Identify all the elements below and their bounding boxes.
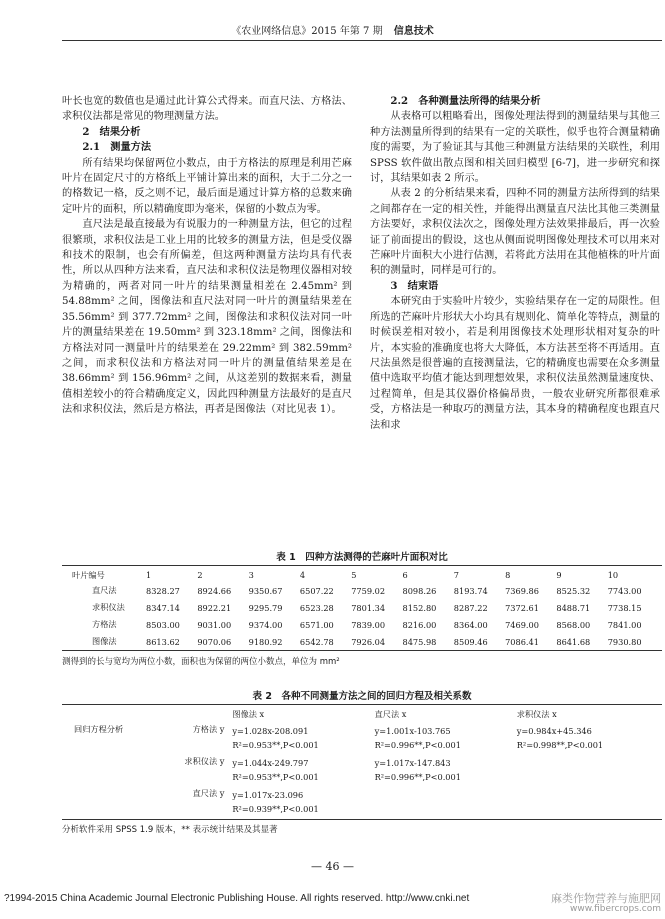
table1-row — [70, 599, 655, 616]
intro-text: 叶长也宽的数值也是通过此计算公式得来。而直尺法、方格法、求积仪法都是常见的物理测量方法。 — [62, 96, 352, 123]
table1-column-header: 4 — [299, 570, 306, 580]
table1-cell: 8503.00 — [146, 619, 180, 630]
table2-row-label: 直尺法 y — [192, 788, 225, 798]
regression-equation: y=0.984x+45.346 — [516, 726, 592, 736]
subsection-heading-2-2: 2.2 各种测量法所得的结果分析 — [390, 95, 541, 107]
table2 — [70, 707, 655, 818]
table1-row-label: 图像法 — [92, 636, 117, 646]
regression-equation: y=1.001x-103.765 — [374, 726, 451, 736]
correlation-coefficient: R²=0.998**,P<0.001 — [516, 740, 604, 750]
table1-row — [70, 616, 655, 633]
correlation-coefficient: R²=0.953**,P<0.001 — [232, 740, 319, 750]
copyright-footer: ?1994-2015 China Academic Journal Electronic Publishing House. All rights reserved. http://www.cnki.net — [4, 893, 470, 904]
table2-cell — [513, 722, 655, 754]
table1-cell: 6542.78 — [299, 636, 334, 647]
table1-bottom-rule — [62, 650, 662, 651]
table1-note: 测得到的长与宽均为两位小数，面积也为保留的两位小数点，单位为 mm² — [62, 657, 340, 667]
table1-caption: 表 1 四种方法测得的芒麻叶片面积对比 — [276, 552, 448, 563]
table1-cell: 6507.22 — [299, 585, 334, 596]
table2-corner — [70, 707, 156, 722]
table1-cell: 9295.79 — [248, 602, 283, 613]
table1-cell: 9070.06 — [197, 636, 232, 647]
table2-row-label: 方格法 y — [192, 724, 225, 734]
table1-row-label: 直尺法 — [92, 585, 117, 595]
table1-cell: 7839.00 — [351, 619, 386, 630]
table1-cell: 7372.61 — [505, 602, 539, 613]
table2-row — [70, 722, 655, 754]
table1-cell: 7930.80 — [607, 636, 642, 647]
table1-cell: 7743.00 — [607, 585, 642, 596]
table1-cell: 7759.02 — [351, 585, 386, 596]
table2-column-header: 图像法 x — [232, 709, 265, 719]
watermark — [551, 893, 661, 915]
table2-cell — [371, 722, 513, 754]
table2-row-header — [70, 754, 156, 786]
table2-row-label: 求积仪法 y — [184, 756, 225, 766]
paragraph: 从表 2 的分析结果来看，四种不同的测量方法所得到的结果之间都存在一定的相关性，并能得出测量直尺法比其他三类测量方法要好，求积仪法次之，图像处理方法效果排最后，再一次验证了前面提出的假设，这也从侧面说明图像处理技术可以用来对芒麻叶片面积大小进行估测，若将此方法用在其他植株的叶片面积的测量时，同样是可行的。 — [370, 188, 660, 277]
table2-cell — [513, 754, 655, 786]
table1-cell: 8216.00 — [402, 619, 437, 630]
table1-column-header: 6 — [402, 570, 408, 580]
paragraph: 从表格可以粗略看出，图像处理法得到的测量结果与其他三种方法测量所得到的结果有一定的关联性，似乎也符合测量精确度的需要，为了验证其与其他三种测量方法结果的关联性，利用 SPSS 软件做出散点图和相关回归模型 [6-7]，进一步研究和探讨，其结果如表 2 所示。 — [370, 111, 660, 185]
table1-column-header: 8 — [505, 570, 511, 580]
table2-row — [70, 754, 655, 786]
table2-note: 分析软件采用 SPSS 1.9 版本，** 表示统计结果及其显著 — [62, 825, 278, 835]
table1-cell: 8568.00 — [556, 619, 591, 630]
right-column — [370, 94, 660, 433]
watermark-line: www.fibercrops.com — [570, 904, 661, 914]
table2-row-header — [70, 786, 156, 818]
table1-cell: 8152.80 — [402, 602, 437, 613]
table1-row-label: 方格法 — [92, 619, 117, 629]
left-column — [62, 94, 352, 418]
header-rule — [62, 40, 662, 41]
section-heading-2: 2 结果分析 — [82, 125, 141, 138]
table1-cell: 8613.62 — [146, 636, 180, 647]
section-heading-3: 3 结束语 — [390, 279, 439, 292]
regression-equation: y=1.044x-249.797 — [232, 758, 309, 768]
table2-cell — [371, 754, 513, 786]
table1-column-header: 3 — [248, 570, 254, 580]
section-name: 信息技术 — [393, 26, 434, 37]
table2-cell — [228, 786, 370, 818]
table1-cell: 8328.27 — [146, 585, 180, 596]
table2-top-rule — [62, 704, 662, 705]
table1-cell: 8525.32 — [556, 585, 591, 596]
table1-cell: 6571.00 — [299, 619, 334, 630]
table2-cell — [371, 786, 513, 818]
correlation-coefficient: R²=0.939**,P<0.001 — [232, 804, 319, 814]
table1-cell: 8347.14 — [146, 602, 180, 613]
table1-cell: 8922.21 — [197, 602, 232, 613]
table1-cell: 8509.46 — [453, 636, 488, 647]
paragraph: 直尺法是最直接最为有说服力的一种测量方法，但它的过程很繁琐，求积仪法是工业上用的比较多的测量方法，但是受仪器和技术的限制，也会有所偏差，但这两种测量方法均具有代表性，所以从四种方法来看，直尺法和求积仪法是物理仪器相对较为精确的，两者对同一叶片的结果测量相差在 2.45mm² 到 54.88mm² 之间，图像法和直尺法对同一叶片的测量结果差在 35.56mm² 到 377.72mm² 之间，图像法和求积仪法对同一叶片的测量结果差在 19.50mm² 到 323.18mm² 之间，图像法和方格法对同一测量叶片的结果差在 29.22mm² 到 382.59mm² 之间，而求积仪法和方格法对同一叶片的测量值结果差是在 38.66mm² 到 156.96mm² 之间，从这差别的数据来看，测量值相差较小的符合精确度定义，因此四种测量方法最好的是直尺法和求积仪法，然后是方格法，再者是图像法（对比见表 1）。 — [62, 219, 352, 416]
table1-cell: 8924.66 — [197, 585, 232, 596]
table1-cell: 7841.00 — [607, 619, 642, 630]
table1-column-header: 2 — [197, 570, 203, 580]
table1-cell: 7801.34 — [351, 602, 386, 613]
table1-cell: 8475.98 — [402, 636, 437, 647]
table2-cell — [513, 786, 655, 818]
correlation-coefficient: R²=0.996**,P<0.001 — [374, 772, 461, 782]
table1-cell: 7738.15 — [607, 602, 642, 613]
table1-cell: 6523.28 — [299, 602, 334, 613]
table1-row — [70, 633, 655, 650]
table1-header-label: 叶片编号 — [72, 569, 105, 580]
table1-column-header: 7 — [453, 570, 460, 580]
table1-cell: 9180.92 — [248, 636, 283, 647]
table1-row-label: 求积仪法 — [92, 602, 125, 612]
table1-cell: 7369.86 — [505, 585, 539, 596]
regression-equation: y=1.017x-23.096 — [232, 790, 304, 800]
table2-corner2 — [156, 707, 228, 722]
table2-cell — [228, 722, 370, 754]
table2-caption: 表 2 各种不同测量方法之间的回归方程及相关系数 — [252, 691, 472, 702]
table1-cell: 8287.22 — [453, 602, 488, 613]
paragraph: 本研究由于实验叶片较少，实验结果存在一定的局限性。但所选的芒麻叶片形状大小均具有规则化、简单化等特点，测量的时候误差相对较小，若是利用图像技术处理形状相对复杂的叶片，本实验的准确度也将大大降低，本方法甚至将不再适用。直尺法虽然是很普遍的直接测量法，它的精确度也需要在众多测量值中选取平均值才能达到理想效果，求积仪法虽然测量速度快、过程简单，但是其仪器价格偏昂贵，一般农业研究所都很难承受，方格法是一种取巧的测量方法，其本身的精确程度也跟直尺法和求 — [370, 296, 660, 431]
table2-row — [70, 786, 655, 818]
table1-cell: 8193.74 — [453, 585, 488, 596]
table2-cell — [228, 754, 370, 786]
table1-cell: 8641.68 — [556, 636, 591, 647]
page-number: — 46 — — [311, 860, 354, 873]
table1-column-header: 9 — [556, 570, 562, 580]
table1-cell: 7086.41 — [505, 636, 539, 647]
table1-cell: 9374.00 — [248, 619, 283, 630]
table1-column-header: 5 — [351, 570, 357, 580]
table1-cell: 7469.00 — [505, 619, 539, 630]
table2-column-header: 直尺法 x — [374, 709, 407, 719]
journal-name: 《农业网络信息》2015 年第 7 期 — [231, 26, 383, 37]
running-header — [0, 22, 665, 37]
regression-equation: y=1.028x-208.091 — [232, 726, 309, 736]
table1-cell: 8364.00 — [453, 619, 488, 630]
table2-column-header: 求积仪法 x — [516, 709, 557, 719]
watermark-line: 麻类作物营养与施肥网 — [551, 892, 661, 905]
table1-cell: 8098.26 — [402, 585, 437, 596]
table2-bottom-rule — [62, 819, 662, 820]
regression-equation: y=1.017x-147.843 — [374, 758, 451, 768]
subsection-heading-2-1: 2.1 测量方法 — [82, 141, 152, 154]
table1-top-rule — [62, 565, 662, 566]
table1 — [70, 568, 655, 650]
table1-column-header: 10 — [607, 570, 619, 580]
table1-cell: 9031.00 — [197, 619, 232, 630]
table1-column-header: 1 — [146, 570, 152, 580]
table1-row — [70, 582, 655, 599]
table1-cell: 8488.71 — [556, 602, 591, 613]
table1-cell: 7926.04 — [351, 636, 386, 647]
paragraph: 所有结果均保留两位小数点，由于方格法的原理是利用芒麻叶片在固定尺寸的方格纸上平铺计算出来的面积，大于二分之一的格数记一格，反之则不记，最后面是通过计算方格的总数来确定叶片的面积，所以精确度即为毫米，保留的小数点为零。 — [62, 157, 352, 215]
table1-cell: 9350.67 — [248, 585, 283, 596]
correlation-coefficient: R²=0.996**,P<0.001 — [374, 740, 461, 750]
table2-row-header: 回归方程分析 — [74, 724, 124, 734]
correlation-coefficient: R²=0.953**,P<0.001 — [232, 772, 319, 782]
